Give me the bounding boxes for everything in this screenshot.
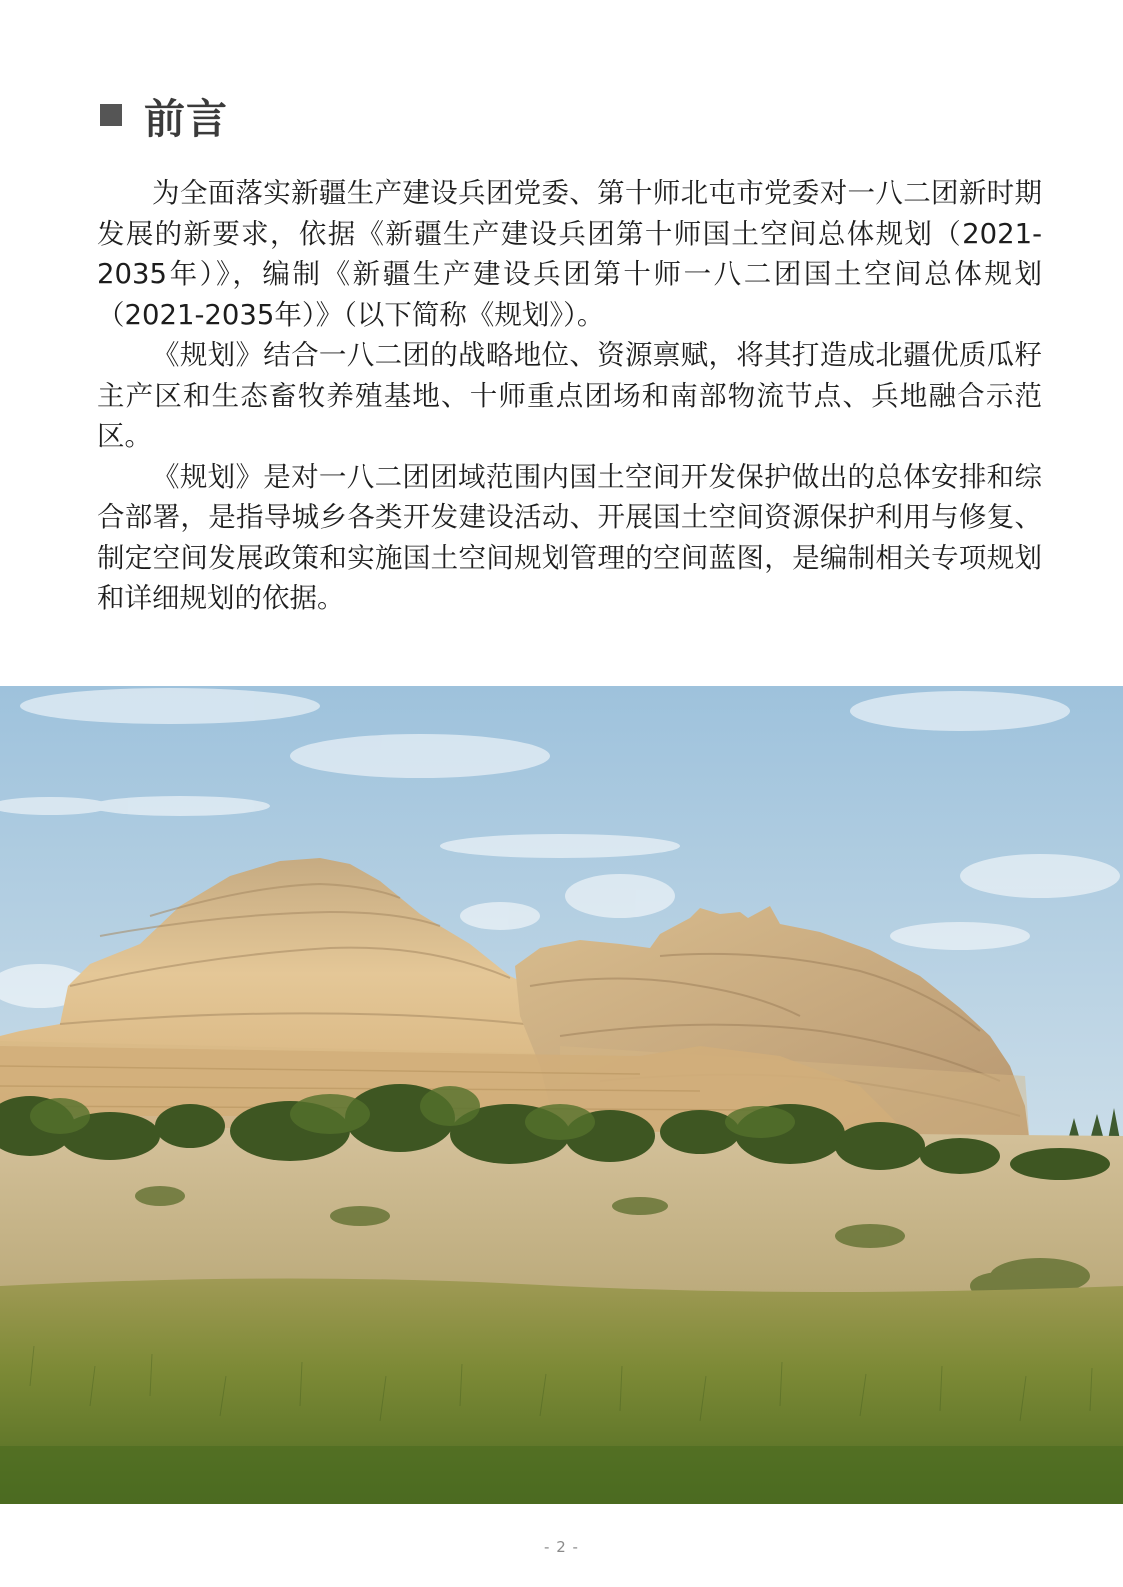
page-title: 前言 bbox=[144, 94, 228, 143]
landscape-photo bbox=[0, 686, 1123, 1504]
heading-square-bullet bbox=[100, 104, 122, 126]
preface-body bbox=[97, 173, 1042, 619]
page-number: - 2 - bbox=[544, 1538, 579, 1556]
section-heading bbox=[100, 88, 228, 142]
paragraph-1: 为全面落实新疆生产建设兵团党委、第十师北屯市党委对一八二团新时期发展的新要求，依据《新疆生产建设兵团第十师国土空间总体规划（2021-2035年）》，编制《新疆生产建设兵团第十师一八二团国土空间总体规划（2021-2035年）》（以下简称《规划》）。 bbox=[97, 177, 1042, 331]
landscape-photo-illustration bbox=[0, 686, 1123, 1504]
paragraph-2: 《规划》结合一八二团的战略地位、资源禀赋，将其打造成北疆优质瓜籽主产区和生态畜牧养殖基地、十师重点团场和南部物流节点、兵地融合示范区。 bbox=[97, 339, 1042, 452]
paragraph-3: 《规划》是对一八二团团域范围内国土空间开发保护做出的总体安排和综合部署，是指导城乡各类开发建设活动、开展国土空间资源保护利用与修复、制定空间发展政策和实施国土空间规划管理的空间蓝图，是编制相关专项规划和详细规划的依据。 bbox=[97, 460, 1042, 614]
